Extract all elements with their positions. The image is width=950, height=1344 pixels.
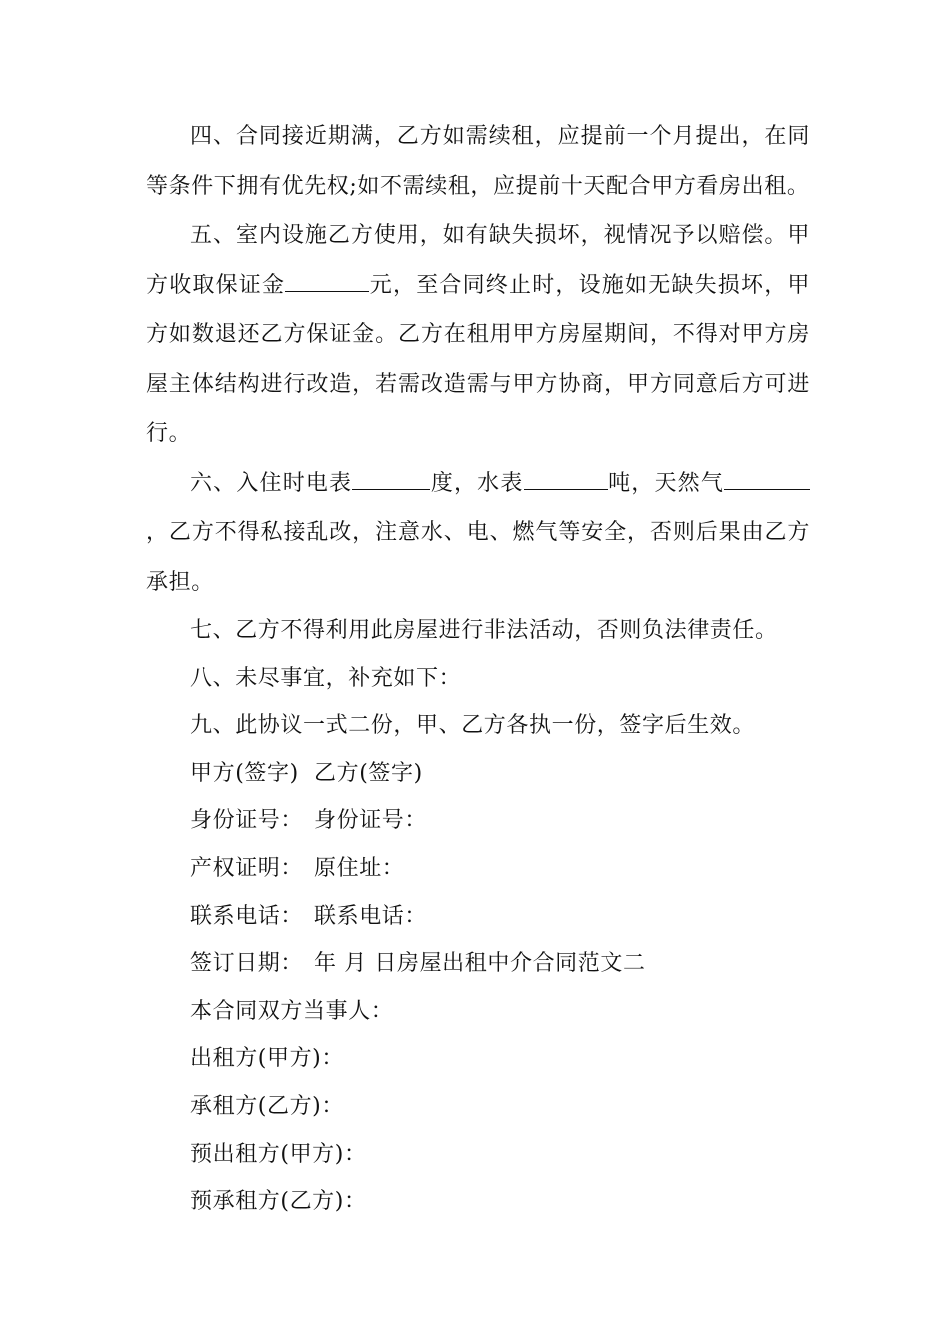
- water-meter-blank: [524, 469, 608, 490]
- document-body: [146, 112, 810, 1226]
- clause-7: 七、乙方不得利用此房屋进行非法活动，否则负法律责任。: [190, 618, 778, 643]
- pre-lessor-label: 预出租方(甲方)：: [190, 1141, 367, 1167]
- party-a-signature-label: 甲方(签字): [190, 760, 299, 786]
- clause-6-part-a: 六、入住时电表: [190, 470, 353, 496]
- party-a-id-label: 身份证号：: [190, 808, 304, 834]
- clause-8: 八、未尽事宜，补充如下：: [190, 665, 462, 691]
- deposit-blank: [285, 271, 369, 292]
- property-cert-label: 产权证明：: [190, 855, 304, 881]
- original-address-label: 原住址：: [314, 855, 405, 881]
- electric-meter-blank: [352, 469, 430, 490]
- pre-lessee-label: 预承租方(乙方)：: [190, 1189, 367, 1215]
- clause-5-part-b: 元，至合同终止时，设施如无缺失损坏，甲方如数退还乙方保证金。乙方在租用甲方房屋期间，不得对甲方房屋主体结构进行改造，若需改造需与甲方协商，甲方同意后方可进行。: [146, 272, 810, 446]
- clause-9: 九、此协议一式二份，甲、乙方各执一份，签字后生效。: [190, 713, 756, 739]
- clause-6-part-c: 吨，天然气: [607, 470, 725, 496]
- clause-6-part-d: ，乙方不得私接乱改，注意水、电、燃气等安全，否则后果由乙方承担。: [146, 520, 810, 595]
- date-row: [146, 940, 810, 988]
- party-a-phone-label: 联系电话：: [190, 903, 304, 929]
- lessor-label: 出租方(甲方)：: [190, 1046, 344, 1072]
- clause-4: 四、合同接近期满，乙方如需续租，应提前一个月提出，在同等条件下拥有优先权;如不需续租，应提前十天配合甲方看房出租。: [146, 124, 810, 199]
- clause-6-part-b: 度，水表: [430, 470, 524, 496]
- lessee-label: 承租方(乙方)：: [190, 1093, 344, 1119]
- party-b-id-label: 身份证号：: [314, 808, 428, 834]
- clause-6: [146, 459, 810, 608]
- signature-row: [146, 750, 810, 798]
- party-b-phone-label: 联系电话：: [314, 903, 428, 929]
- parties-intro: 本合同双方当事人：: [190, 998, 394, 1024]
- party-b-signature-label: 乙方(签字): [314, 760, 423, 786]
- signing-date-label: 签订日期：: [190, 951, 304, 977]
- signing-date-and-title: 年 月 日房屋出租中介合同范文二: [314, 951, 646, 977]
- phone-row: [146, 893, 810, 941]
- property-address-row: [146, 845, 810, 893]
- clause-5-part-a: 五、室内设施乙方使用，如有缺失损坏，视情况予以赔偿。甲方收取保证金: [146, 223, 810, 298]
- clause-5: [146, 211, 810, 459]
- id-number-row: [146, 797, 810, 845]
- gas-meter-blank: [724, 469, 810, 490]
